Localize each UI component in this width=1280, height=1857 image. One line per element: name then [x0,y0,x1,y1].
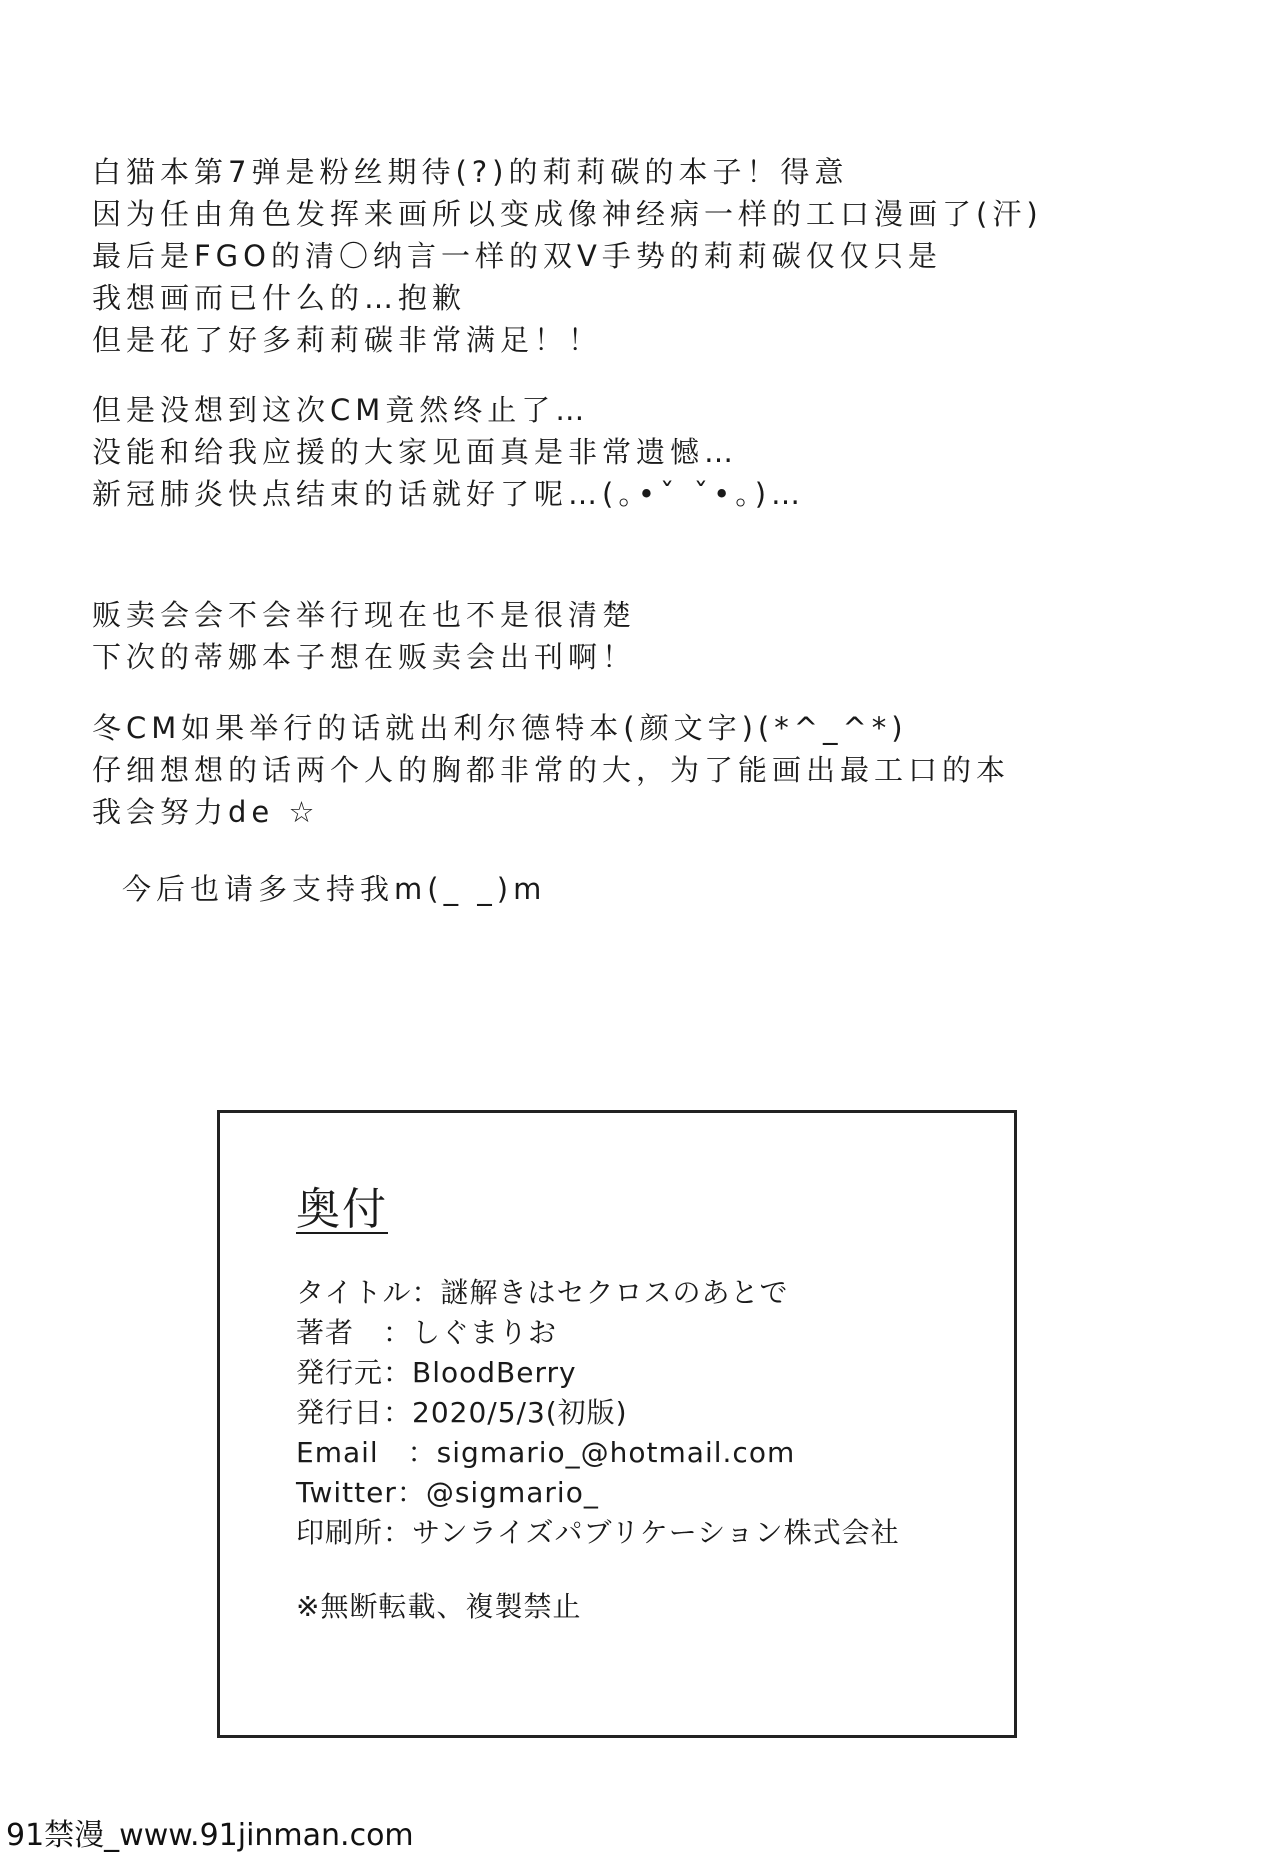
colophon-printer-row: 印刷所：サンライズパブリケーション株式会社 [296,1516,900,1549]
afterword-line-3: 最后是FGO的清〇纳言一样的双V手势的莉莉碳仅仅只是 [92,239,942,273]
colophon-title-row: タイトル：謎解きはセクロスのあとで [296,1276,789,1309]
afterword-line-11: 冬CM如果举行的话就出利尔德特本(颜文字)(*^_^*) [92,711,908,745]
colophon-date-row: 発行日：2020/5/3(初版) [296,1396,628,1429]
afterword-line-5: 但是花了好多莉莉碳非常满足！！ [92,323,603,357]
colophon-publisher-row: 発行元：BloodBerry [296,1356,577,1389]
afterword-line-12: 仔细想想的话两个人的胸都非常的大，为了能画出最工口的本 [92,753,1011,787]
afterword-line-10: 下次的蒂娜本子想在贩卖会出刊啊！ [92,640,637,674]
colophon-twitter-row: Twitter：@sigmario_ [296,1476,599,1509]
afterword-line-7: 没能和给我应援的大家见面真是非常遗憾… [92,435,739,469]
afterword-line-13: 我会努力de ☆ [92,795,320,829]
colophon-notice: ※無断転載、複製禁止 [296,1590,582,1623]
afterword-line-9: 贩卖会会不会举行现在也不是很清楚 [92,598,637,632]
afterword-line-4: 我想画而已什么的…抱歉 [92,281,467,315]
afterword-line-2: 因为任由角色发挥来画所以变成像神经病一样的工口漫画了(汗) [92,197,1043,231]
colophon-heading: 奥付 [296,1184,388,1235]
colophon-email-row: Email ：sigmario_@hotmail.com [296,1436,796,1469]
colophon-box [217,1110,1017,1738]
afterword-line-8: 新冠肺炎快点结束的话就好了呢…(｡•ˇ ˇ•｡)… [92,477,806,511]
site-watermark: 91禁漫_www.91jinman.com [6,1818,414,1853]
afterword-line-6: 但是没想到这次CM竟然终止了… [92,393,590,427]
afterword-line-1: 白猫本第7弹是粉丝期待(?)的莉莉碳的本子！得意 [92,155,849,189]
colophon-author-row: 著者 ：しぐまりお [296,1316,558,1349]
afterword-line-14: 今后也请多支持我m(_ _)m [122,872,547,906]
